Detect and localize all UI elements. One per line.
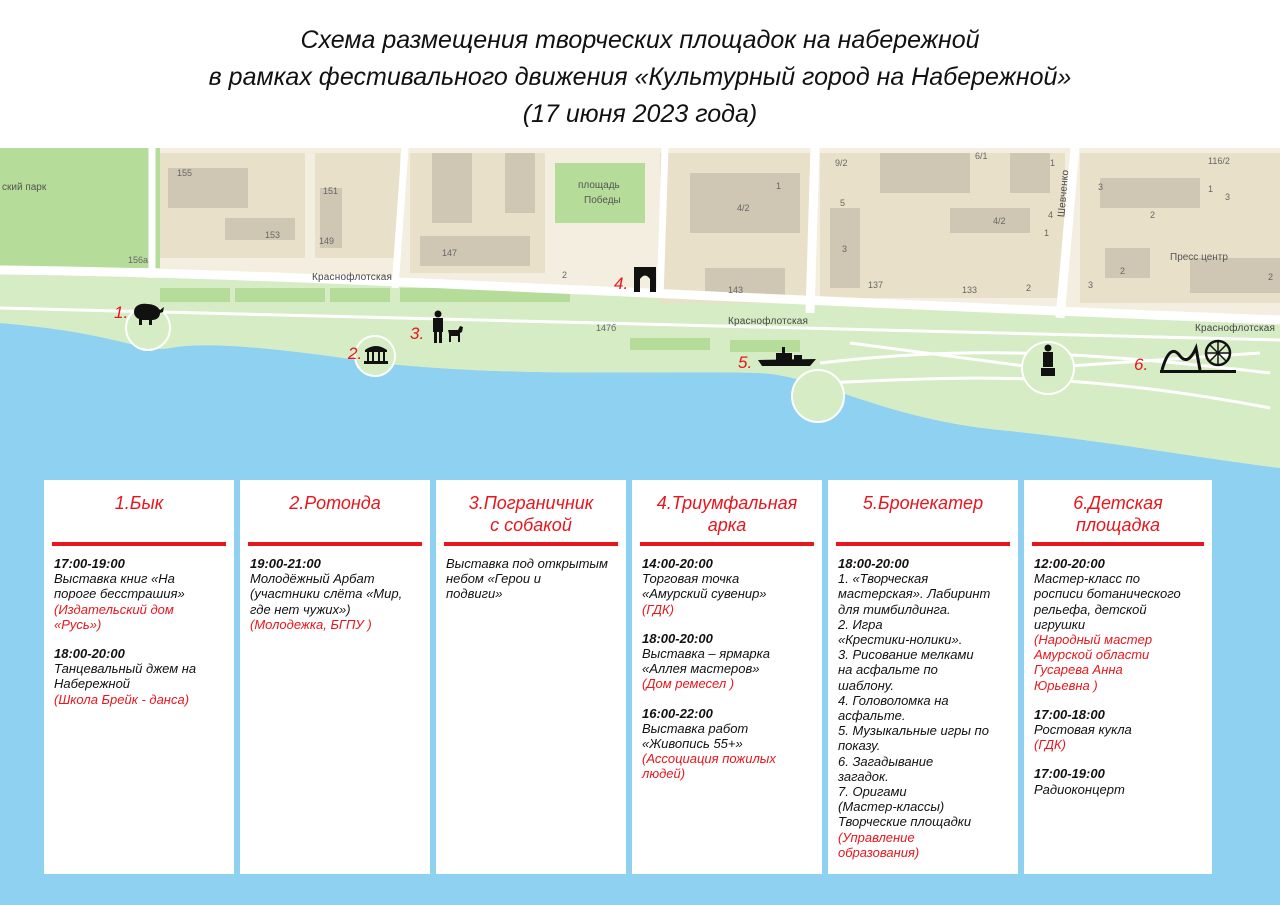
event-description: 1. «Творческая мастерская». Лабиринт для тимбилдинга. 2. Игра «Крестики-нолики». 3. Рисование мелками на асфальте по шаблону. 4. Головоломка на асфальте. 5. Музыкальные игры по показу. 6. Загадывание загадок. 7. Оригами (Мастер-классы) Творческие площадки bbox=[838, 571, 991, 830]
venue-title: 4.Триумфальная арка bbox=[656, 493, 798, 535]
page-title bbox=[0, 22, 1280, 133]
armored-boat-icon bbox=[758, 346, 818, 368]
marker-num-1: 1. bbox=[114, 303, 129, 322]
venue-title: 3.Пограничник с собакой bbox=[468, 493, 594, 535]
venue-title: 5.Бронекатер bbox=[862, 493, 984, 513]
square-label-1: площадь bbox=[578, 180, 620, 191]
venue-title-rule bbox=[1032, 542, 1204, 546]
park-area bbox=[0, 148, 160, 268]
event-item bbox=[446, 556, 618, 602]
triumphal-arch-icon bbox=[632, 265, 658, 293]
event-item bbox=[250, 556, 422, 632]
embankment-map: ский парк площадь Победы Краснофлотская Краснофлотская Краснофлотская Шевченко Пресс центр 155 156а 151 153 149 147 2 4/2 1 143 147б 9/2 5 3 137 133 2 6/1 4/2 1 116/2 3 1 2 2 3 1 2 4 3 1. 2. 3. 4. 5. 6. bbox=[0, 148, 1280, 905]
event-item bbox=[1034, 766, 1204, 796]
event-organizer: (ГДК) bbox=[642, 601, 674, 617]
rotunda-icon bbox=[363, 343, 389, 365]
event-item bbox=[642, 631, 814, 692]
venue-title-rule bbox=[836, 542, 1010, 546]
venue-card bbox=[44, 480, 234, 874]
venue-events bbox=[446, 556, 618, 616]
event-item bbox=[54, 646, 226, 707]
event-organizer: (Дом ремесел ) bbox=[642, 676, 735, 692]
marker-num-3: 3. bbox=[410, 324, 425, 343]
marker-num-4: 4. bbox=[614, 274, 629, 293]
venue-title: 2.Ротонда bbox=[289, 493, 381, 513]
event-time: 17:00-18:00 bbox=[1034, 706, 1105, 722]
event-organizer: (ГДК) bbox=[1034, 737, 1066, 753]
event-description: Мастер-класс по росписи ботанического рельефа, детской игрушки bbox=[1034, 571, 1181, 632]
venue-events bbox=[642, 556, 814, 796]
venue-card bbox=[240, 480, 430, 874]
marker-num-5: 5. bbox=[738, 353, 753, 372]
event-item bbox=[642, 706, 814, 782]
event-time: 19:00-21:00 bbox=[250, 556, 321, 571]
monument-icon bbox=[1037, 344, 1059, 378]
venue-title-rule bbox=[52, 542, 226, 546]
event-organizer: (Школа Брейк - данса) bbox=[54, 691, 190, 707]
event-time: 16:00-22:00 bbox=[642, 705, 713, 721]
event-description: Торговая точка «Амурский сувенир» bbox=[642, 571, 767, 602]
marker-num-2: 2. bbox=[348, 344, 363, 363]
street-label-1: Краснофлотская bbox=[312, 272, 393, 283]
event-item bbox=[642, 556, 814, 617]
street-label-2: Краснофлотская bbox=[728, 316, 809, 327]
event-item bbox=[54, 556, 226, 632]
border-guard-dog-icon bbox=[428, 310, 464, 344]
event-organizer: (Народный мастер Амурской области Гусарева Анна Юрьевна ) bbox=[1034, 632, 1153, 693]
venue-card bbox=[436, 480, 626, 874]
venue-title-rule bbox=[640, 542, 814, 546]
venue-title-rule bbox=[248, 542, 422, 546]
event-description: Ростовая кукла bbox=[1034, 722, 1132, 738]
venue-card bbox=[828, 480, 1018, 874]
playground-icon bbox=[1160, 338, 1236, 374]
event-item bbox=[1034, 556, 1204, 693]
venue-events bbox=[1034, 556, 1204, 811]
event-description: Танцевальный джем на Набережной bbox=[54, 661, 197, 692]
bull-icon bbox=[130, 298, 166, 326]
title-line-3: (17 июня 2023 года) bbox=[522, 100, 758, 128]
street-label-3: Краснофлотская bbox=[1195, 323, 1276, 334]
event-time: 18:00-20:00 bbox=[54, 646, 125, 662]
venue-events bbox=[838, 556, 1010, 874]
event-time: 18:00-20:00 bbox=[838, 556, 909, 571]
event-organizer: (Управление образования) bbox=[838, 829, 920, 860]
event-time: 14:00-20:00 bbox=[642, 556, 713, 571]
press-center-label: Пресс центр bbox=[1170, 252, 1228, 263]
event-description: Выставка – ярмарка «Аллея мастеров» bbox=[642, 646, 771, 677]
event-description: Выставка под открытым небом «Герои и подвиги» bbox=[446, 556, 608, 602]
venue-title: 1.Бык bbox=[114, 493, 164, 513]
event-organizer: (Ассоциация пожилых людей) bbox=[642, 751, 776, 782]
event-time: 17:00-19:00 bbox=[54, 556, 125, 571]
event-description: Молодёжный Арбат (участники слёта «Мир, где нет чужих») bbox=[250, 571, 403, 617]
marker-num-6: 6. bbox=[1134, 355, 1149, 374]
event-organizer: (Молодежка, БГПУ ) bbox=[250, 616, 372, 632]
venue-title: 6.Детская площадка bbox=[1073, 493, 1163, 535]
title-line-1: Схема размещения творческих площадок на набережной bbox=[300, 26, 980, 54]
event-time: 18:00-20:00 bbox=[642, 630, 713, 646]
event-description: Выставка книг «На пороге бесстрашия» bbox=[54, 571, 185, 602]
victory-square bbox=[555, 163, 645, 223]
venue-card bbox=[632, 480, 822, 874]
event-organizer: (Издательский дом «Русь») bbox=[54, 601, 174, 632]
venue-card bbox=[1024, 480, 1212, 874]
event-item bbox=[838, 556, 1010, 860]
venue-title-rule bbox=[444, 542, 618, 546]
venue-events bbox=[250, 556, 422, 646]
square-label-2: Победы bbox=[584, 195, 621, 206]
event-time: 17:00-19:00 bbox=[1034, 766, 1105, 782]
venue-cards bbox=[44, 480, 1213, 874]
street-label-vertical: Шевченко bbox=[1056, 169, 1072, 218]
title-line-2: в рамках фестивального движения «Культурный город на Набережной» bbox=[208, 63, 1072, 91]
venue-events bbox=[54, 556, 226, 721]
event-item bbox=[1034, 707, 1204, 753]
event-description: Радиоконцерт bbox=[1034, 781, 1125, 797]
event-time: 12:00-20:00 bbox=[1034, 556, 1105, 571]
event-description: Выставка работ «Живопись 55+» bbox=[642, 720, 749, 752]
park-label: ский парк bbox=[2, 182, 47, 193]
